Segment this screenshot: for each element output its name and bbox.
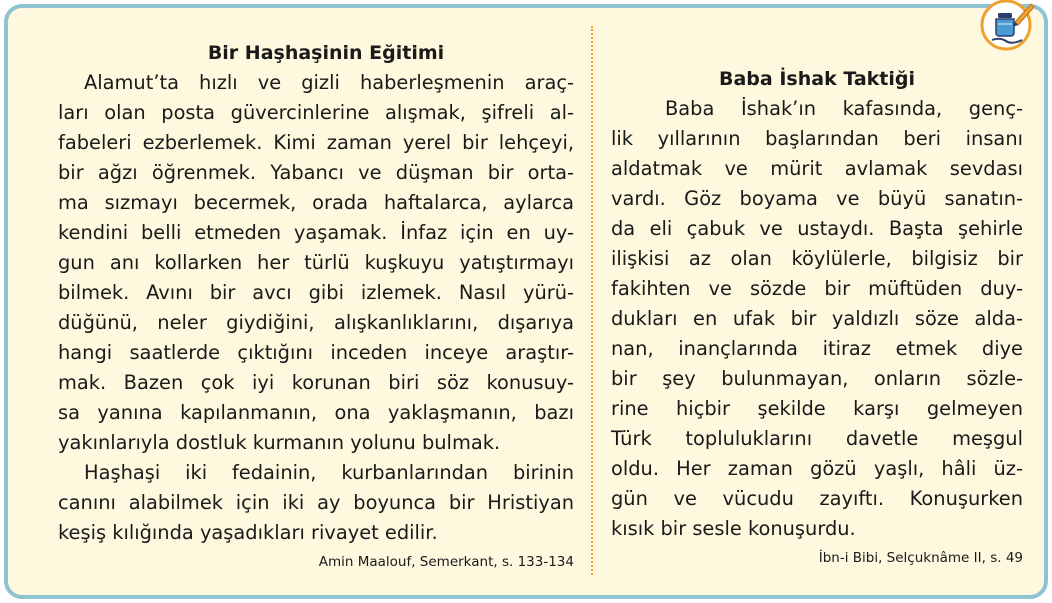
- right-line: vardı. Göz boyama ve büyü sanatın-: [611, 187, 1023, 210]
- left-line: hangi saatlerde çıktığını inceden inceye araştır-: [58, 341, 574, 364]
- left-line: fabeleri ezberlemek. Kimi zaman yerel bir lehçeyi,: [58, 131, 574, 154]
- left-line: düğünü, neler giydiğini, alışkanlıklarını, dışarıya: [58, 311, 574, 334]
- left-line: ma sızmayı becermek, orada haftalarca, aylarca: [58, 191, 574, 214]
- left-line: Haşhaşi iki fedainin, kurbanlarından birinin: [84, 461, 574, 484]
- right-line: nan, inançlarında itiraz etmek diye: [611, 337, 1023, 360]
- column-divider: [591, 26, 593, 575]
- reading-panel: [4, 4, 1048, 599]
- left-line: mak. Bazen çok iyi korunan biri söz konusuy-: [58, 371, 574, 394]
- left-line: Alamut’ta hızlı ve gizli haberleşmenin araç-: [84, 71, 574, 94]
- left-source: Amin Maalouf, Semerkant, s. 133-134: [318, 554, 574, 570]
- right-line: Türk topluluklarını davetle meşgul: [611, 427, 1023, 450]
- right-column: [611, 64, 1023, 566]
- right-title: Baba İshak Taktiği: [719, 68, 915, 90]
- left-title: Bir Haşhaşinin Eğitimi: [207, 42, 445, 64]
- right-line: da eli çabuk ve ustaydı. Başta şehirle: [611, 217, 1023, 240]
- right-source: İbn-i Bibi, Selçuknâme II, s. 49: [818, 550, 1023, 566]
- ink-pen-icon: [979, 0, 1037, 52]
- right-line: lik yıllarının başlarından beri insanı: [611, 127, 1023, 150]
- right-line: aldatmak ve mürit avlamak sevdası: [611, 157, 1023, 180]
- right-line: ilişkisi az olan köylülerle, bilgisiz bir: [611, 247, 1023, 270]
- left-line: canını alabilmek için iki ay boyunca bir Hristiyan: [58, 491, 574, 514]
- right-line: dukları en ufak bir yaldızlı söze alda-: [611, 307, 1023, 330]
- right-line: oldu. Her zaman gözü yaşlı, hâli üz-: [611, 457, 1023, 480]
- right-line: bir şey bulunmayan, onların sözle-: [611, 367, 1023, 390]
- left-line: ları olan posta güvercinlerine alışmak, şifreli al-: [58, 101, 574, 124]
- left-line: kendini belli etmeden yaşamak. İnfaz için en uy-: [58, 221, 574, 244]
- right-text: [611, 94, 1023, 544]
- left-line: yakınlarıyla dostluk kurmanın yolunu bulmak.: [58, 431, 501, 454]
- right-line: rine hiçbir şekilde karşı gelmeyen: [611, 397, 1023, 420]
- left-line: keşiş kılığında yaşadıkları rivayet edilir.: [58, 521, 438, 544]
- left-line: sa yanına kapılanmanın, ona yaklaşmanın, bazı: [58, 401, 574, 424]
- left-line: bir ağzı öğrenmek. Yabancı ve düşman bir orta-: [58, 161, 574, 184]
- right-line: fakihten ve sözde bir müftüden duy-: [611, 277, 1023, 300]
- left-column: [58, 38, 574, 570]
- right-line: Baba İshak’ın kafasında, genç-: [665, 97, 1023, 120]
- left-text: [58, 68, 574, 548]
- right-line: kısık bir sesle konuşurdu.: [611, 517, 856, 540]
- right-line: gün ve vücudu zayıftı. Konuşurken: [611, 487, 1023, 510]
- left-line: gun anı kollarken her türlü kuşkuyu yatıştırmayı: [58, 251, 574, 274]
- left-line: bilmek. Avını bir avcı gibi izlemek. Nasıl yürü-: [58, 281, 574, 304]
